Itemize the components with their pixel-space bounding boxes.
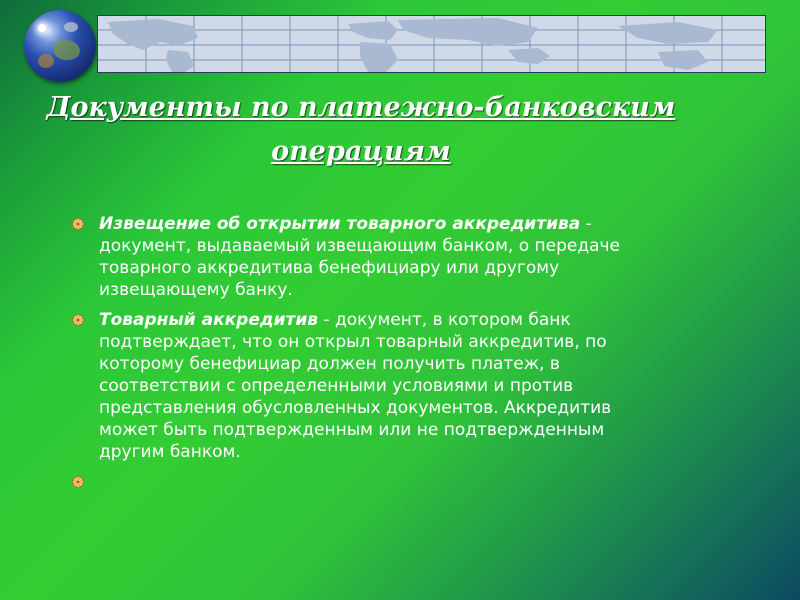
item-text-line: представления обусловленных документов. Аккредитив [99,398,612,418]
item-term: Товарный аккредитив [99,310,319,330]
flower-bullet-icon [72,314,84,326]
bullet-list [72,213,712,501]
item-text-line: которому бенефициар должен получить платеж, в [99,354,560,374]
item-text-line: подтверждает, что он открыл товарный аккредитив, по [99,332,607,352]
list-item [72,213,712,301]
item-text-line: товарного аккредитива бенефициару или другому [99,258,560,278]
list-item-empty [72,471,712,493]
globe-icon [24,10,96,82]
title-line-2: операциям [271,136,451,167]
item-term: Извещение об открытии товарного аккредитива [99,214,581,234]
world-map-banner [97,15,766,73]
slide-title [0,86,722,174]
list-item [72,309,712,463]
flower-bullet-icon [72,218,84,230]
item-text-line: извещающему банку. [99,280,293,300]
item-text-line: - документ, в котором банк [318,310,571,330]
flower-bullet-icon [72,476,84,488]
item-text-line: документ, выдаваемый извещающим банком, о передаче [99,236,621,256]
item-text-line: другим банком. [99,442,241,462]
title-line-1: Документы по платежно-банковским [46,92,676,123]
item-text-line: может быть подтвержденным или не подтвержденным [99,420,605,440]
item-text-line: - [580,214,592,234]
item-text-line: соответствии с определенными условиями и против [99,376,574,396]
